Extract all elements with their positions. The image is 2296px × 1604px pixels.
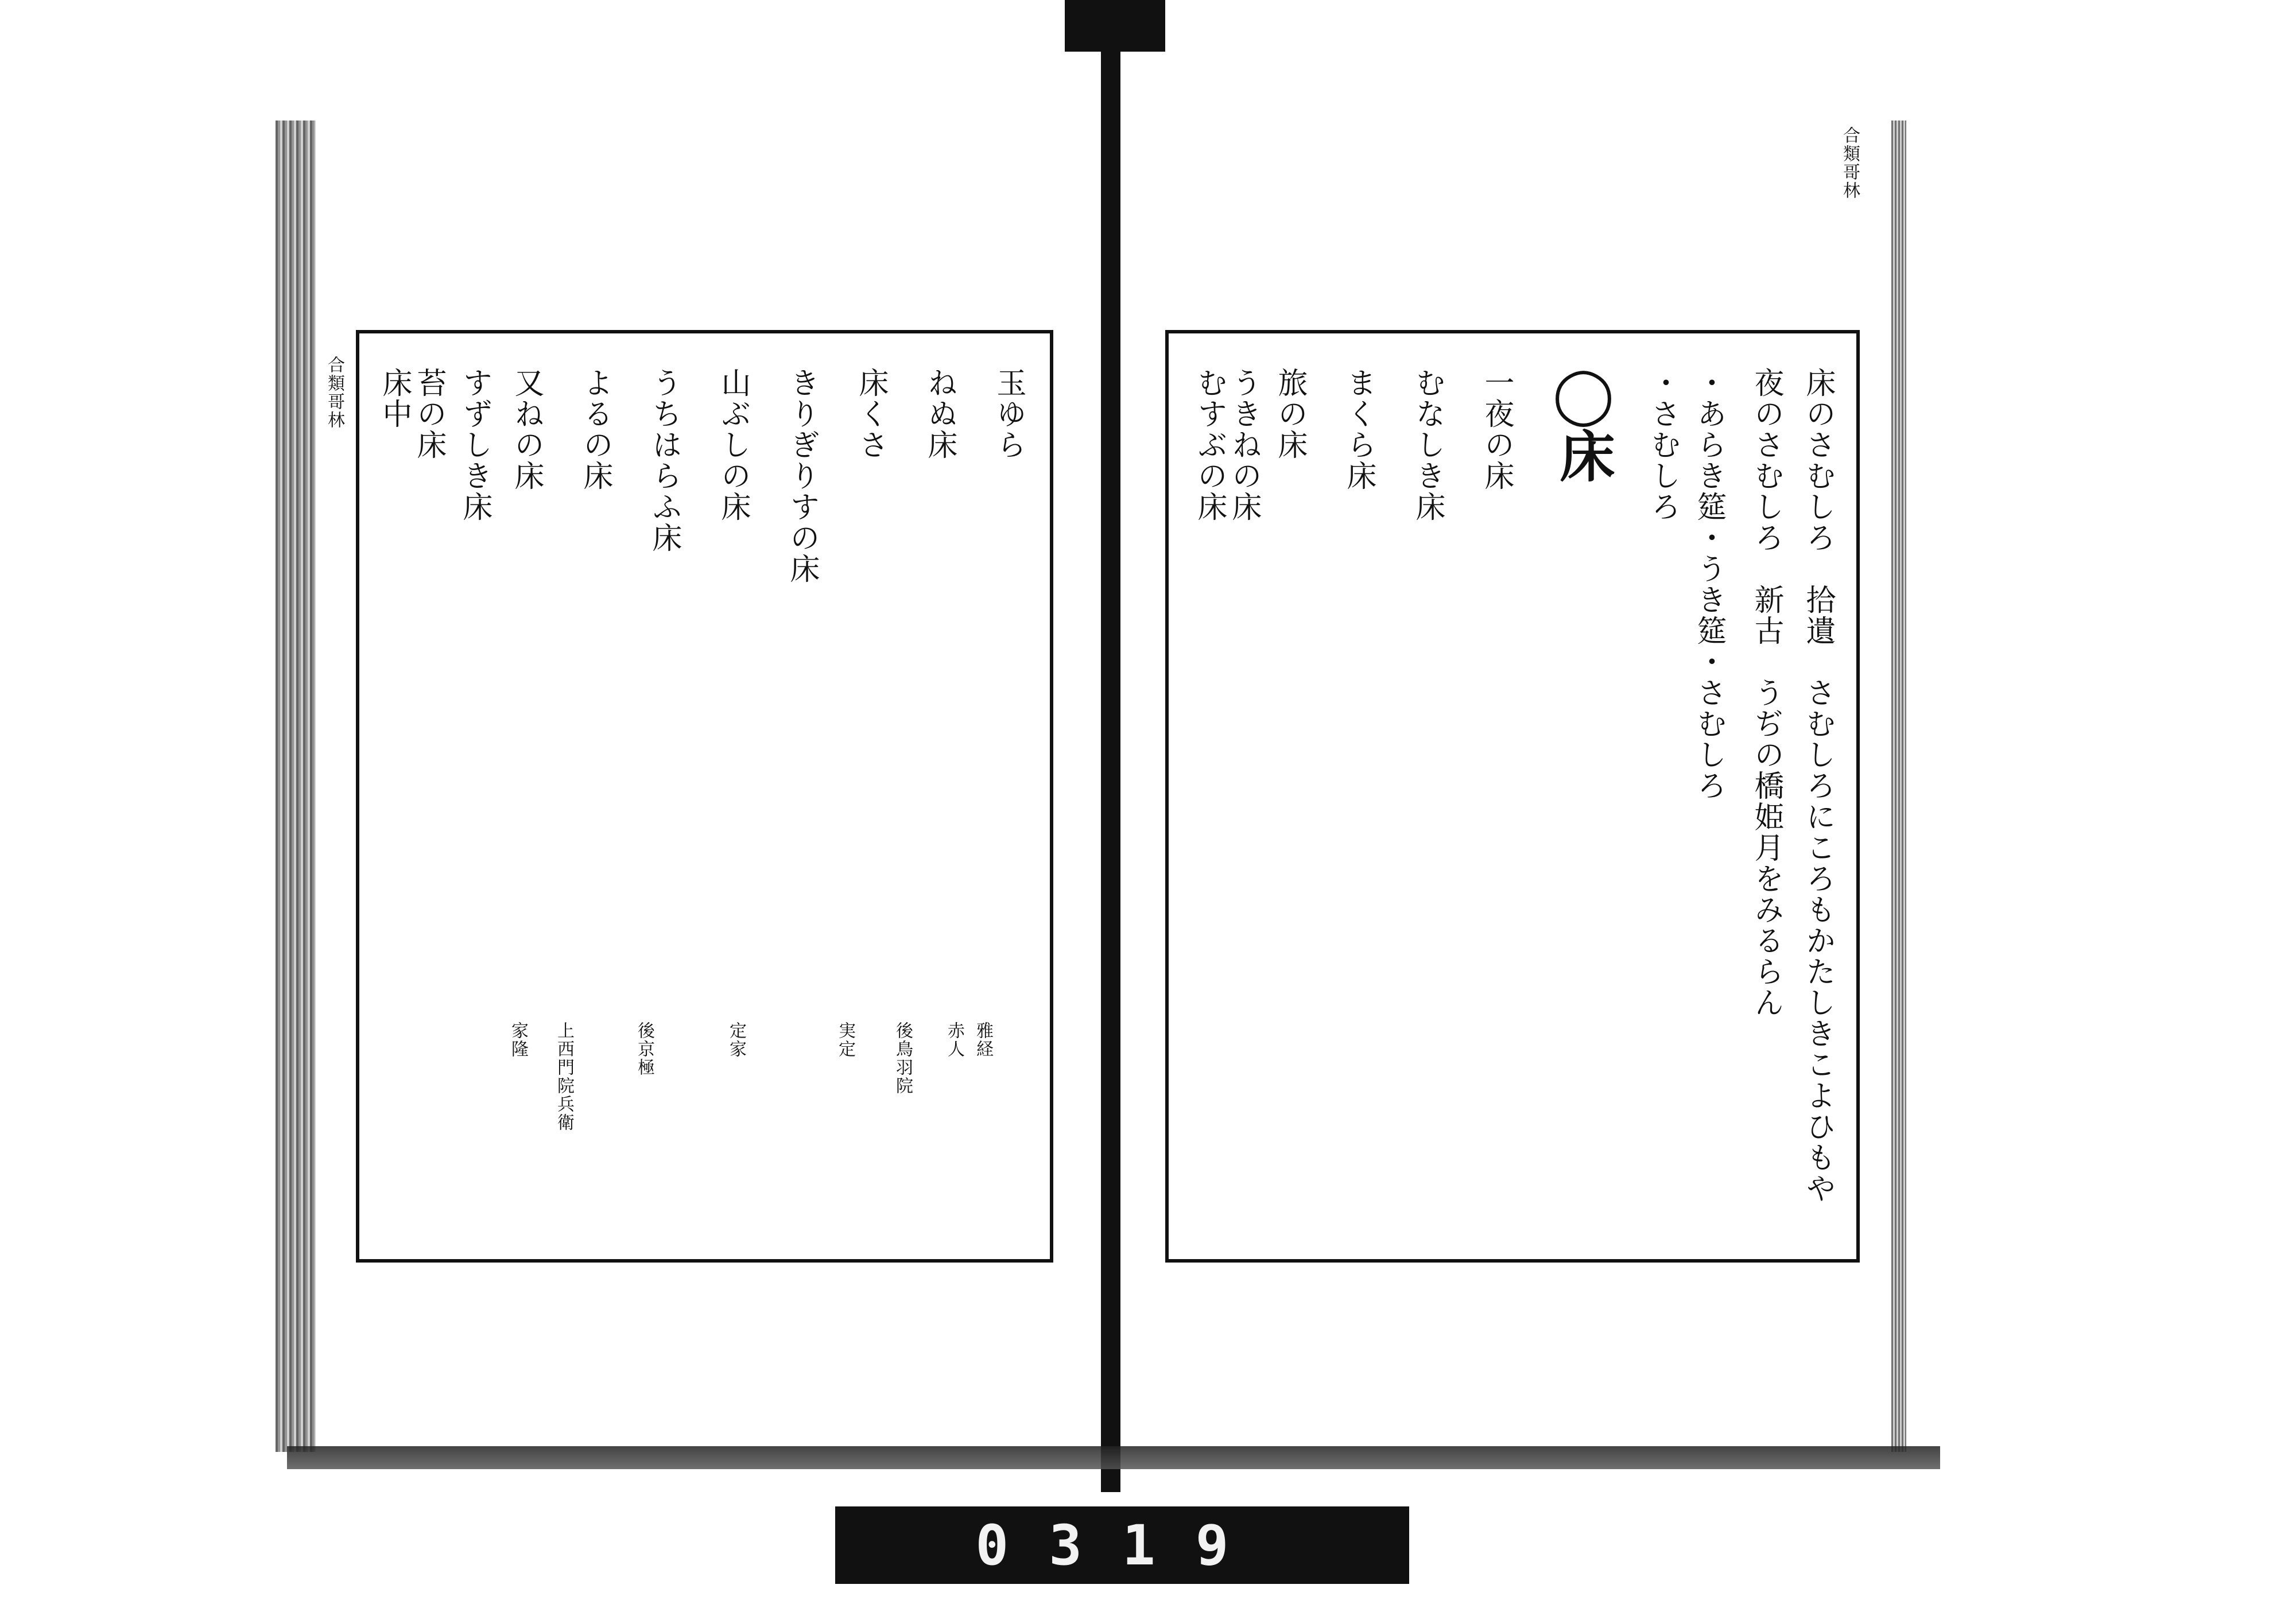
attribution-1: 雅経 xyxy=(973,1022,993,1058)
attribution-6: 後京極 xyxy=(634,1022,654,1077)
right-page-edge xyxy=(1891,121,1906,1452)
right-line-5: 一夜の床 xyxy=(1479,367,1514,491)
right-line-6: むなしき床 xyxy=(1410,367,1445,522)
right-line-4: ・さむしろ xyxy=(1646,367,1680,522)
left-page-edge xyxy=(276,121,316,1452)
left-line-10: 苔の床 xyxy=(412,367,446,460)
left-line-11: 床中 xyxy=(377,367,412,429)
left-line-3: 床くさ xyxy=(854,367,888,460)
right-line-10: むすぶの床 xyxy=(1192,367,1227,522)
right-line-1: 床のさむしろ 拾遺 さむしろにころもかたしきこよひもや xyxy=(1801,367,1835,1204)
right-line-8: 旅の床 xyxy=(1273,367,1307,460)
attribution-4: 実定 xyxy=(835,1022,855,1058)
attribution-5: 定家 xyxy=(726,1022,746,1058)
attribution-8: 家隆 xyxy=(508,1022,528,1058)
left-line-5: 山ぶしの床 xyxy=(716,367,750,522)
bottom-shadow xyxy=(287,1446,1940,1469)
left-line-7: よるの床 xyxy=(578,367,612,491)
right-line-9: うきねの床 xyxy=(1227,367,1261,522)
left-running-head: 合類哥林 xyxy=(324,356,344,429)
book-gutter xyxy=(1101,0,1120,1492)
left-line-4: きりぎりすの床 xyxy=(785,367,819,584)
right-running-head: 合類哥林 xyxy=(1840,126,1860,200)
left-line-8: 又ねの床 xyxy=(509,367,544,491)
left-line-6: うちはらふ床 xyxy=(647,367,681,553)
left-line-2: ねぬ床 xyxy=(922,367,957,460)
attribution-3: 後鳥羽院 xyxy=(893,1022,913,1095)
attribution-2: 赤人 xyxy=(944,1022,964,1058)
right-line-3: ・あらき筵・うき筵・さむしろ xyxy=(1692,367,1726,801)
left-line-9: すずしき床 xyxy=(457,367,492,522)
attribution-7: 上西門院兵衛 xyxy=(554,1022,574,1132)
right-line-2: 夜のさむしろ 新古 うぢの橋姫月をみるらん xyxy=(1749,367,1783,1018)
left-line-1: 玉ゆら xyxy=(991,367,1026,460)
frame-number-label: 0319 xyxy=(835,1506,1409,1584)
section-title: ◯床 xyxy=(1551,362,1616,484)
right-line-7: まくら床 xyxy=(1341,367,1376,491)
